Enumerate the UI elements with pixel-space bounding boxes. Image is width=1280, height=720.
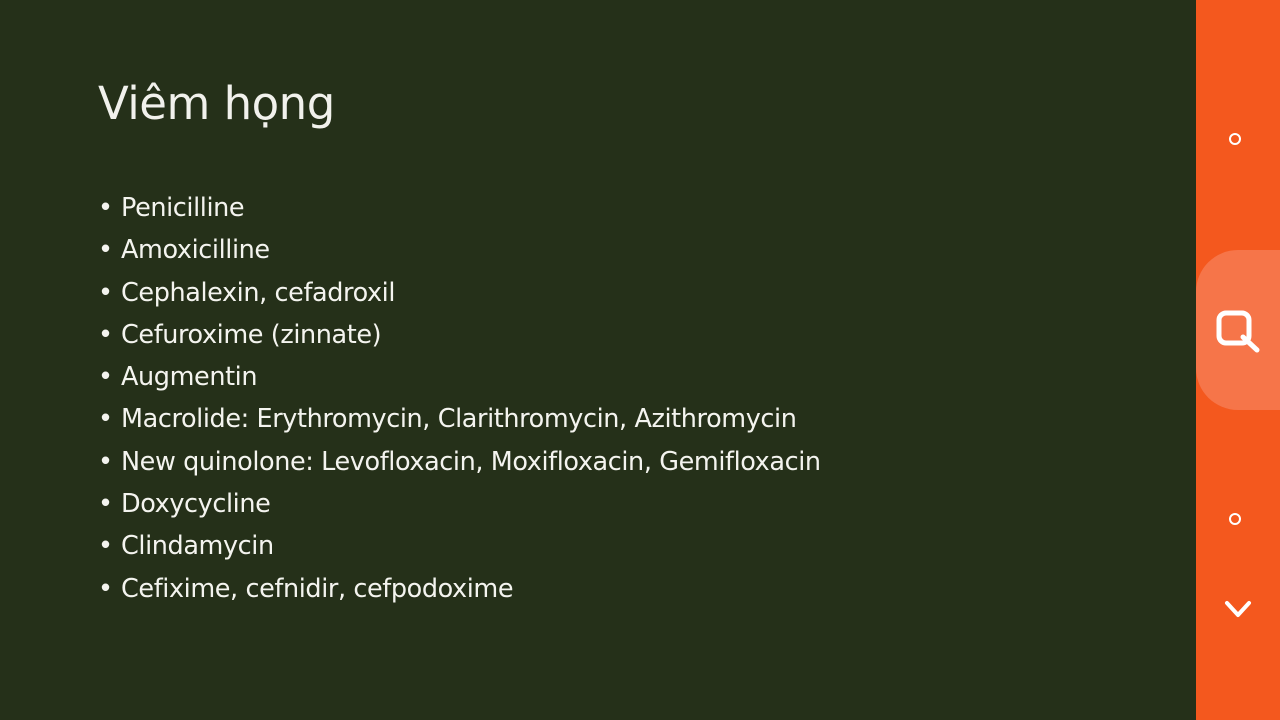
list-item xyxy=(96,483,821,525)
side-panel xyxy=(1196,0,1280,720)
list-item xyxy=(96,229,821,271)
list-item xyxy=(96,187,821,229)
bullet-icon: • xyxy=(98,193,113,223)
list-item xyxy=(96,525,821,567)
list-item-text: Cephalexin, cefadroxil xyxy=(121,277,396,308)
list-item-text: New quinolone: Levofloxacin, Moxifloxacin, Gemifloxacin xyxy=(121,446,821,477)
list-item xyxy=(96,441,821,483)
list-item-text: Penicilline xyxy=(121,193,245,223)
nav-dot-icon[interactable] xyxy=(1229,133,1241,145)
bullet-icon: • xyxy=(98,404,113,435)
search-button[interactable] xyxy=(1196,250,1280,410)
bullet-icon: • xyxy=(98,446,113,477)
bullet-icon: • xyxy=(98,235,113,266)
bullet-icon: • xyxy=(98,531,113,562)
list-item-text: Cefixime, cefnidir, cefpodoxime xyxy=(121,573,514,604)
list-item-text: Cefuroxime (zinnate) xyxy=(121,319,382,350)
bullet-icon: • xyxy=(98,319,113,350)
list-item xyxy=(96,568,821,610)
chevron-down-icon[interactable] xyxy=(1223,598,1253,620)
list-item-text: Clindamycin xyxy=(121,531,274,562)
list-item xyxy=(96,314,821,356)
list-item-text: Amoxicilline xyxy=(121,235,270,266)
list-item-text: Doxycycline xyxy=(121,489,271,520)
bullet-icon: • xyxy=(98,489,113,520)
list-item xyxy=(96,356,821,398)
bullet-icon: • xyxy=(98,362,113,393)
nav-dot-icon[interactable] xyxy=(1229,513,1241,525)
list-item xyxy=(96,272,821,314)
list-item xyxy=(96,398,821,440)
bullet-list xyxy=(96,187,821,610)
search-icon xyxy=(1216,310,1262,354)
list-item-text: Macrolide: Erythromycin, Clarithromycin, Azithromycin xyxy=(121,404,797,435)
bullet-icon: • xyxy=(98,573,113,604)
bullet-icon: • xyxy=(98,277,113,308)
slide-title: Viêm họng xyxy=(98,77,335,130)
list-item-text: Augmentin xyxy=(121,362,258,393)
